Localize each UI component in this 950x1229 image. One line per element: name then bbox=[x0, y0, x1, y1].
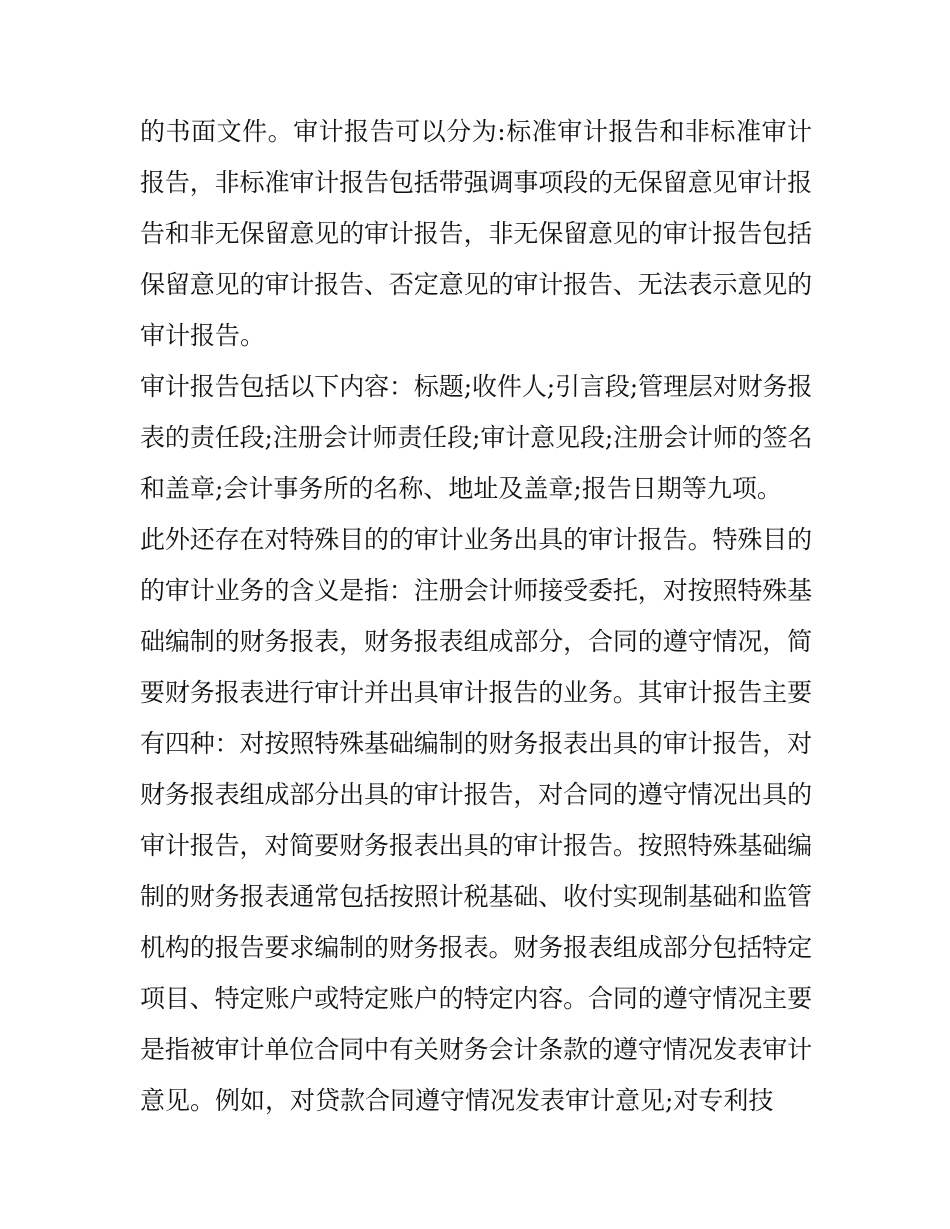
text-line: 告和非无保留意见的审计报告，非无保留意见的审计报告包括 bbox=[140, 219, 813, 248]
text-line: 审计报告。 bbox=[140, 321, 266, 350]
text-line: 意见。例如，对贷款合同遵守情况发表审计意见;对专利技 bbox=[140, 1086, 774, 1115]
text-line: 表的责任段;注册会计师责任段;审计意见段;注册会计师的签名 bbox=[140, 423, 813, 452]
text-line: 审计报告，对简要财务报表出具的审计报告。按照特殊基础编 bbox=[140, 831, 813, 860]
document-body bbox=[140, 106, 812, 1126]
text-line: 保留意见的审计报告、否定意见的审计报告、无法表示意见的 bbox=[140, 270, 813, 299]
text-line: 础编制的财务报表，财务报表组成部分，合同的遵守情况，简 bbox=[140, 627, 813, 656]
text-line: 审计报告包括以下内容：标题;收件人;引言段;管理层对财务报 bbox=[140, 372, 813, 401]
text-line: 和盖章;会计事务所的名称、地址及盖章;报告日期等九项。 bbox=[140, 474, 782, 503]
text-line: 的书面文件。审计报告可以分为:标准审计报告和非标准审计 bbox=[140, 117, 812, 146]
paragraph-special-purpose bbox=[140, 514, 812, 1126]
text-line: 要财务报表进行审计并出具审计报告的业务。其审计报告主要 bbox=[140, 678, 813, 707]
text-line: 项目、特定账户或特定账户的特定内容。合同的遵守情况主要 bbox=[140, 984, 813, 1013]
text-line: 机构的报告要求编制的财务报表。财务报表组成部分包括特定 bbox=[140, 933, 813, 962]
text-line: 财务报表组成部分出具的审计报告，对合同的遵守情况出具的 bbox=[140, 780, 813, 809]
text-line: 的审计业务的含义是指：注册会计师接受委托，对按照特殊基 bbox=[140, 576, 813, 605]
text-line: 有四种：对按照特殊基础编制的财务报表出具的审计报告，对 bbox=[140, 729, 813, 758]
text-line: 报告，非标准审计报告包括带强调事项段的无保留意见审计报 bbox=[140, 168, 813, 197]
paragraph-report-types bbox=[140, 106, 812, 361]
paragraph-report-contents bbox=[140, 361, 812, 514]
text-line: 是指被审计单位合同中有关财务会计条款的遵守情况发表审计 bbox=[140, 1035, 813, 1064]
text-line: 此外还存在对特殊目的的审计业务出具的审计报告。特殊目的 bbox=[140, 525, 813, 554]
text-line: 制的财务报表通常包括按照计税基础、收付实现制基础和监管 bbox=[140, 882, 813, 911]
